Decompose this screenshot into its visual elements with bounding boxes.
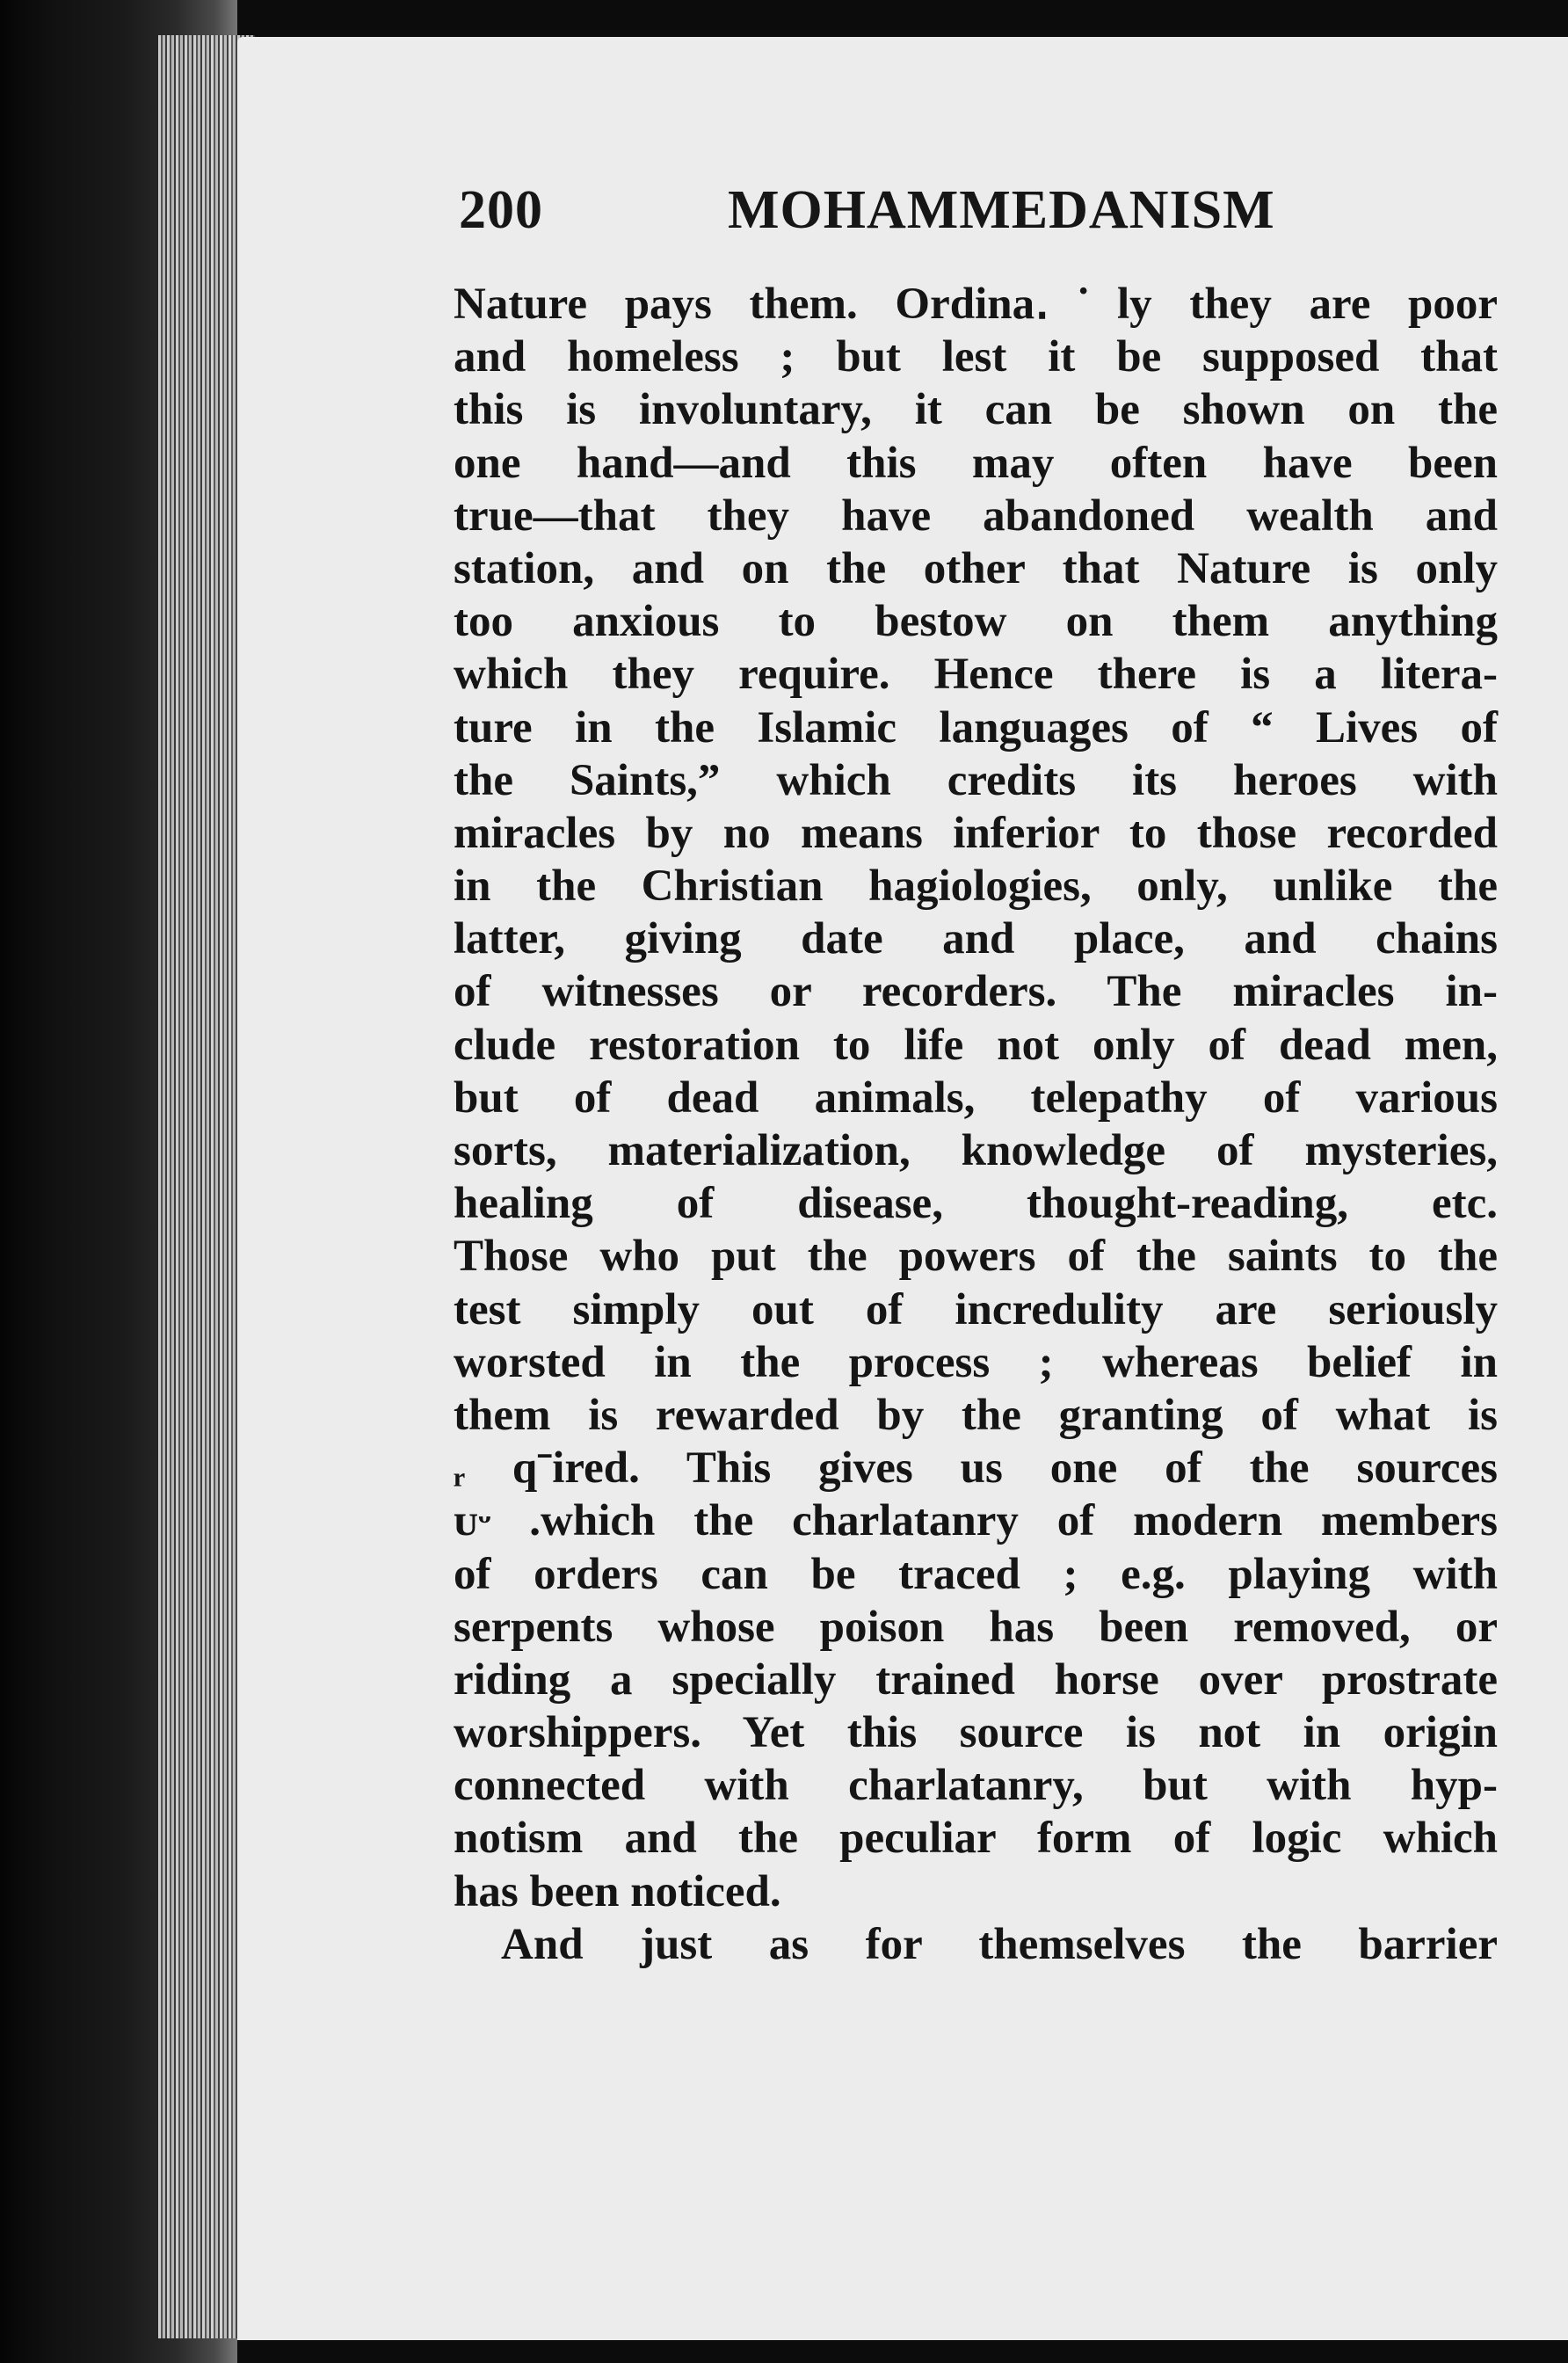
text-line: miracles by no means inferior to those recorded <box>454 808 1498 858</box>
page-number: 200 <box>459 180 543 240</box>
text-line: this is involuntary, it can be shown on the <box>454 385 1498 435</box>
text-line: serpents whose poison has been removed, or <box>454 1602 1498 1652</box>
text-line: ᵣ qˉired. This gives us one of the sources <box>454 1443 1498 1494</box>
page-header <box>459 179 1496 250</box>
text-line: of witnesses or recorders. The miracles in- <box>454 967 1498 1017</box>
text-line: them is rewarded by the granting of what is <box>454 1390 1498 1440</box>
text-line: one hand—and this may often have been <box>454 438 1498 488</box>
text-line: sorts, materialization, knowledge of mysteries, <box>454 1126 1498 1175</box>
text-line: and homeless ; but lest it be supposed that <box>454 332 1498 382</box>
text-line: Those who put the powers of the saints to the <box>454 1232 1498 1282</box>
text-line: healing of disease, thought-reading, etc. <box>454 1179 1498 1229</box>
text-line: true—that they have abandoned wealth and <box>454 491 1498 541</box>
text-line: the Saints,” which credits its heroes with <box>454 755 1498 805</box>
text-line: station, and on the other that Nature is only <box>454 543 1498 593</box>
text-line: worsted in the process ; whereas belief in <box>454 1337 1498 1387</box>
text-line: in the Christian hagiologies, only, unlike the <box>454 862 1498 912</box>
text-line: latter, giving date and place, and chains <box>454 914 1498 964</box>
text-line: And just as for themselves the barrier <box>501 1919 1498 1969</box>
text-line: test simply out of incredulity are seriously <box>454 1284 1498 1334</box>
text-line: worshippers. Yet this source is not in origin <box>454 1708 1498 1758</box>
text-line: but of dead animals, telepathy of various <box>454 1072 1498 1123</box>
text-line: ture in the Islamic languages of “ Lives of <box>454 702 1498 753</box>
text-line: connected with charlatanry, but with hyp- <box>454 1761 1498 1811</box>
page-bottom-edge <box>237 2340 1568 2363</box>
text-line: clude restoration to life not only of dead men, <box>454 1020 1498 1070</box>
running-head: MOHAMMEDANISM <box>728 180 1275 240</box>
text-line: notism and the peculiar form of logic which <box>454 1814 1498 1864</box>
text-line: Nature pays them. Ordina․˙ly they are poor <box>454 280 1498 329</box>
text-line: which they require. Hence there is a litera- <box>454 650 1498 700</box>
body-text <box>454 278 1498 1971</box>
text-line: of orders can be traced ; e.g. playing with <box>454 1549 1498 1599</box>
text-line: has been noticed. <box>454 1866 781 1916</box>
text-line: too anxious to bestow on them anything <box>454 597 1498 647</box>
text-line: riding a specially trained horse over prostrate <box>454 1654 1498 1705</box>
text-line: ᴜᵕ .ᴡhich the charlatanry of modern members <box>454 1496 1498 1546</box>
